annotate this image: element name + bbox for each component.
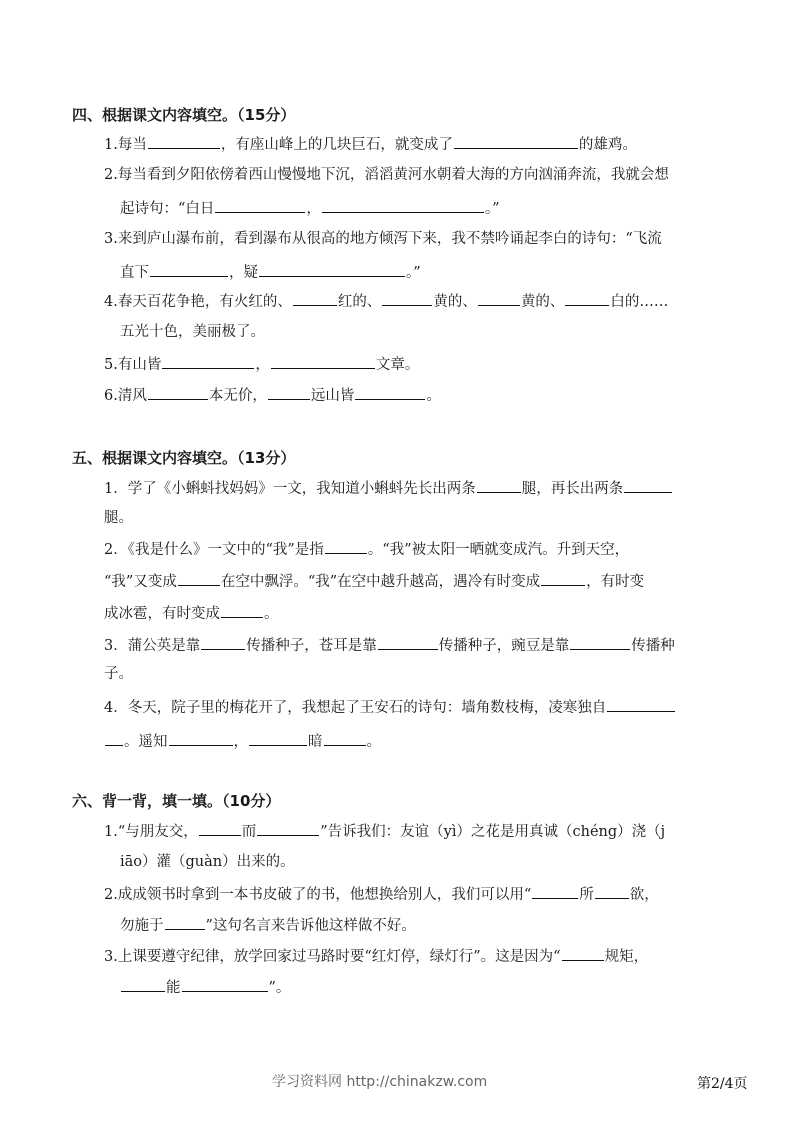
fill-blank[interactable]: [178, 570, 220, 586]
question-text: 能: [166, 980, 181, 996]
fill-blank[interactable]: [595, 883, 629, 899]
fill-blank[interactable]: [378, 634, 438, 650]
question-line: [104, 634, 675, 656]
fill-blank[interactable]: [162, 353, 254, 369]
question-text: ，有时变: [586, 574, 645, 590]
fill-blank[interactable]: [607, 696, 675, 712]
question-line: [104, 664, 133, 684]
question-text: 传播种子，豌豆是靠: [438, 638, 570, 654]
question-text: 黄的、: [520, 294, 565, 310]
question-text: iāo）灌（guàn）出来的。: [120, 854, 295, 870]
section-title: 四、根据课文内容填空。（15分）: [72, 106, 296, 124]
question-text: ”。: [268, 980, 291, 996]
question-line: [104, 508, 133, 528]
question-text: 3.来到庐山瀑布前，看到瀑布从很高的地方倾泻下来，我不禁吟诵起李白的诗句：“飞流: [104, 231, 662, 247]
question-text: 。”: [484, 201, 500, 217]
question-text: 传播种子，苍耳是靠: [246, 638, 377, 654]
question-text: 的雄鸡。: [578, 137, 637, 153]
question-text: 暗: [308, 734, 323, 750]
fill-blank[interactable]: [562, 945, 604, 961]
question-text: 1.每当: [104, 137, 147, 153]
fill-blank[interactable]: [249, 730, 307, 746]
question-text: 白的……: [610, 294, 669, 310]
fill-blank[interactable]: [355, 384, 425, 400]
fill-blank[interactable]: [293, 290, 337, 306]
question-line: [104, 133, 637, 155]
question-line: [104, 384, 441, 406]
question-line: [104, 353, 419, 375]
fill-blank[interactable]: [257, 820, 319, 836]
fill-blank[interactable]: [322, 197, 484, 213]
fill-blank[interactable]: [165, 914, 205, 930]
question-text: 勿施于: [120, 918, 164, 934]
question-text: ，: [233, 734, 248, 750]
question-text: 成冰雹，有时变成: [104, 606, 220, 622]
fill-blank[interactable]: [105, 730, 123, 746]
question-text: 起诗句：“白日: [120, 201, 215, 217]
question-text: 腿，再长出两条: [521, 481, 624, 497]
fill-blank[interactable]: [477, 477, 521, 493]
question-text: 传播种: [631, 638, 675, 654]
question-line: [120, 322, 265, 342]
question-line: [104, 538, 629, 560]
question-line: [120, 852, 295, 872]
question-text: 直下: [120, 265, 149, 281]
question-text: 腿。: [104, 510, 133, 526]
question-text: “我”又变成: [104, 574, 177, 590]
question-line: [104, 477, 673, 499]
question-text: 而: [241, 824, 257, 840]
question-line: [120, 976, 290, 998]
question-line: [104, 696, 676, 718]
fill-blank[interactable]: [382, 290, 432, 306]
fill-blank[interactable]: [541, 570, 585, 586]
question-text: 4.春天百花争艳，有火红的、: [104, 294, 292, 310]
question-line: [104, 570, 644, 592]
question-text: ，疑: [229, 265, 258, 281]
question-text: 黄的、: [433, 294, 477, 310]
fill-blank[interactable]: [478, 290, 520, 306]
question-text: 红的、: [337, 294, 382, 310]
question-text: 本无价，: [208, 388, 267, 404]
fill-blank[interactable]: [169, 730, 233, 746]
question-text: 。: [426, 388, 441, 404]
question-text: 。: [366, 734, 381, 750]
fill-blank[interactable]: [221, 602, 263, 618]
question-line: [104, 883, 659, 905]
question-text: 规矩，: [604, 949, 649, 965]
page-number: 第2/4页: [697, 1076, 748, 1092]
question-text: ”这句名言来告诉他这样做不好。: [205, 918, 416, 934]
question-text: 欲，: [629, 887, 659, 903]
question-text: 。”: [406, 265, 421, 281]
question-text: 1．学了《小蝌蚪找妈妈》一文，我知道小蝌蚪先长出两条: [104, 481, 476, 497]
question-line: [104, 290, 668, 312]
question-text: 。遥知: [124, 734, 168, 750]
fill-blank[interactable]: [201, 634, 245, 650]
question-text: 2.成成领书时拿到一本书皮破了的书，他想换给别人，我们可以用“: [104, 887, 532, 903]
question-text: 2．《我是什么》一文中的“我”是指: [104, 542, 324, 558]
question-text: ，有座山峰上的几块巨石，就变成了: [220, 137, 453, 153]
fill-blank[interactable]: [259, 261, 405, 277]
fill-blank[interactable]: [624, 477, 672, 493]
question-text: 5.有山皆: [104, 357, 162, 373]
fill-blank[interactable]: [148, 133, 220, 149]
question-text: 五光十色，美丽极了。: [120, 324, 265, 340]
question-line: [120, 197, 500, 219]
fill-blank[interactable]: [271, 353, 375, 369]
question-text: 文章。: [375, 357, 420, 373]
fill-blank[interactable]: [121, 976, 165, 992]
question-line: [104, 730, 381, 752]
question-text: 2.每当看到夕阳依傍着西山慢慢地下沉，滔滔黄河水朝着大海的方向汹涌奔流，我就会想: [104, 167, 669, 183]
question-text: 子。: [104, 666, 133, 682]
question-text: 。“我”被太阳一晒就变成汽。升到天空，: [367, 542, 630, 558]
fill-blank[interactable]: [268, 384, 310, 400]
fill-blank[interactable]: [325, 538, 367, 554]
question-text: ，: [306, 201, 321, 217]
question-line: [104, 229, 662, 249]
question-text: ”告诉我们：友谊（yì）之花是用真诚（chéng）浇（j: [320, 824, 666, 840]
question-text: 所: [579, 887, 594, 903]
fill-blank[interactable]: [182, 976, 268, 992]
fill-blank[interactable]: [148, 384, 208, 400]
question-line: [104, 165, 669, 185]
fill-blank[interactable]: [199, 820, 241, 836]
fill-blank[interactable]: [565, 290, 609, 306]
question-line: [120, 261, 421, 283]
fill-blank[interactable]: [570, 634, 630, 650]
question-text: 。: [264, 606, 279, 622]
question-text: 1.“与朋友交，: [104, 824, 198, 840]
question-text: 3.上课要遵守纪律，放学回家过马路时要“红灯停，绿灯行”。这是因为“: [104, 949, 561, 965]
question-text: 4．冬天，院子里的梅花开了，我想起了王安石的诗句：墙角数枝梅，凌寒独自: [104, 700, 607, 716]
section-title: 五、根据课文内容填空。（13分）: [72, 449, 296, 467]
question-text: 远山皆: [310, 388, 355, 404]
question-text: 在空中飘浮。“我”在空中越升越高，遇冷有时变成: [220, 574, 541, 590]
question-line: [120, 914, 416, 936]
footer-website: 学习资料网 http://chinakzw.com: [272, 1074, 488, 1090]
section-title: 六、背一背，填一填。（10分）: [72, 792, 281, 810]
fill-blank[interactable]: [215, 197, 305, 213]
question-text: 6.清风: [104, 388, 147, 404]
question-line: [104, 945, 648, 967]
question-text: 3．蒲公英是靠: [104, 638, 201, 654]
question-line: [104, 602, 279, 624]
fill-blank[interactable]: [150, 261, 228, 277]
fill-blank[interactable]: [324, 730, 366, 746]
question-line: [104, 820, 665, 842]
fill-blank[interactable]: [454, 133, 578, 149]
question-text: ，: [255, 357, 270, 373]
fill-blank[interactable]: [532, 883, 578, 899]
